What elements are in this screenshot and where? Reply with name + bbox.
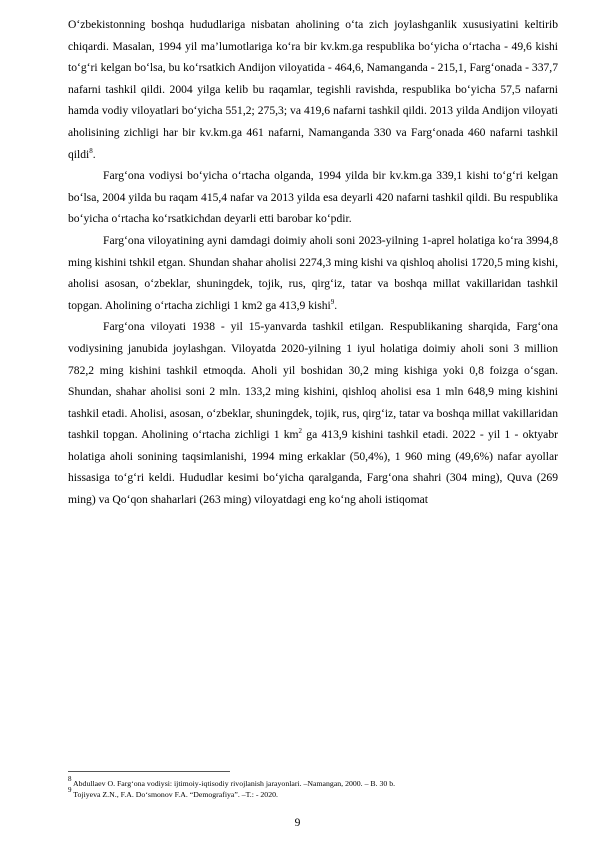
paragraph-3: Farg‘ona viloyatining ayni damdagi doimiy aholi soni 2023-yilning 1-aprel holatiga ko‘ra 3994,8 ming kishini tshkil etgan. Shundan shahar aholisi 2274,3 ming kishi va qishloq aholisi 1720,5 ming kishi, aholisi asosan, o‘zbeklar, shuningdek, tojik, rus, qirg‘iz, tatar va boshqa millat vakillaridan tashkil topgan. Aholining o‘rtacha zichligi 1 km2 ga 413,9 kishi$^9$. xyxy=(68,233,558,312)
paragraph-2: Farg‘ona vodiysi bo‘yicha o‘rtacha olganda, 1994 yilda bir kv.km.ga 339,1 kishi to‘g‘ri kelgan bo‘lsa, 2004 yilda bu raqam 415,4 nafar va 2013 yilda esa deyarli 420 nafarni tashkil qildi. Bu respublika bo‘yicha o‘rtacha ko‘rsatkichdan deyarli etti barobar ko‘pdir. xyxy=(68,169,558,226)
superscript-2: 2 xyxy=(298,427,303,436)
page-body xyxy=(68,14,558,511)
paragraph-1: O‘zbekistonning boshqa hududlariga nisbatan aholining o‘ta zich joylashganlik xususiyatini keltirib chiqardi. Masalan, 1994 yil ma’lumotlariga ko‘ra bir kv.km.ga respublika bo‘yicha o‘rtacha - 49,6 kishi to‘g‘ri kelgan bo‘lsa, bu ko‘rsatkich Andijon viloyatida - 464,6, Namanganda - 215,1, Farg‘onada - 337,7 nafarni tashkil qildi. 2004 yilga kelib bu raqamlar, tegishli ravishda, respublika bo‘yicha 57,5 nafarni hamda vodiy viloyatlari bo‘yicha 551,2; 275,3; va 419,6 nafarni tashkil qildi. 2013 yilda Andijon viloyati aholisining zichligi har bir kv.km.ga 461 nafarni, Namanganda 330 va Farg‘onada 460 nafarni tashkil qildi$^8$. xyxy=(68,18,558,161)
footnote-9: $^9$ Tojiyeva Z.N., F.A. Do‘smonov F.A. “Demografiya”. –T.: - 2020. xyxy=(68,786,278,799)
footnotes xyxy=(68,775,558,800)
footnote-ref-9[interactable]: 9 xyxy=(330,297,335,306)
footnote-separator xyxy=(68,771,230,772)
footnote-8: $^8$ Abdullaev O. Farg‘ona vodiysi: ijtimoiy-iqtisodiy rivojlanish jarayonlari. –Namangan, 2000. – B. 30 b. xyxy=(68,775,396,788)
footnote-ref-8[interactable]: 8 xyxy=(89,146,93,155)
page-number: 9 xyxy=(294,817,301,829)
paragraph-4: Farg‘ona viloyati 1938 - yil 15-yanvarda tashkil etilgan. Respublikaning sharqida, Farg‘ona vodiysining janubida joylashgan. Viloyatda 2020-yilning 1 iyul holatiga doimiy aholi soni 3 million 782,2 ming kishini tashkil etmoqda. Aholi yil boshidan 30,2 ming kishiga yoki 0,8 foizga o‘sgan. Shundan, shahar aholisi soni 2 mln. 133,2 ming kishini, qishloq aholisi esa 1 mln 648,9 ming kishini tashkil etadi. Aholisi, asosan, o‘zbeklar, shuningdek, tojik, rus, qirg‘iz, tatar va boshqa millat vakillaridan tashkil topgan. Aholining o‘rtacha zichligi 1 $km^2$ ga 413,9 kishini tashkil etadi. 2022 - yil 1 - oktyabr holatiga aholi sonining taqsimlanishi, 1994 ming erkaklar (50,4%), 1 960 ming (49,6%) nafar ayollar hissasiga to‘g‘ri keldi. Hududlar kesimi bo‘yicha qaralganda, Farg‘ona shahri (304 ming), Quva (269 ming) va Qo‘qon shaharlari (263 ming) viloyatdagi eng ko‘ng aholi istiqomat xyxy=(68,320,558,507)
